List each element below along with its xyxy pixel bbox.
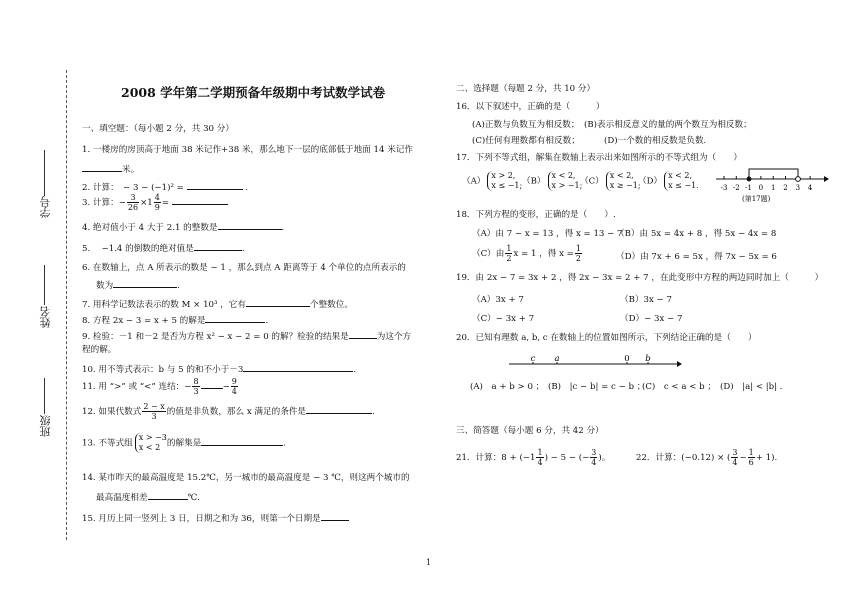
question-6-cont: 数为 . (96, 278, 180, 292)
question-18-option-d: （D）由 7x + 6 = 5x ，得 7x − 5x = 6 (616, 252, 777, 262)
binding-dashed-line (66, 70, 67, 540)
q17-tick-label: 0 (758, 184, 764, 192)
student-id-line (44, 150, 45, 196)
section3-heading: 三、简答题（每小题 6 分，共 42 分） (456, 426, 604, 436)
question-17-option-d: （D） x < 2, x ≤ −1. (638, 171, 699, 190)
question-17-option-c: （C） x < 2, x ≥ −1; (580, 171, 641, 190)
name-line (44, 265, 45, 305)
question-6: 6. 在数轴上，点 A 所表示的数是 − 1 ，那么到点 A 距离等于 4 个单位的点所表示的 (82, 263, 406, 273)
q20-point-label: a (554, 354, 560, 364)
q17-tick-label: -3 (720, 184, 728, 192)
question-16-option-b: (B)表示相反意义的量的两个数互为相反数； (584, 120, 752, 130)
q17-tick-label: 1 (770, 184, 776, 192)
question-12: 12. 如果代数式 $\frac{2 - x}{3}$ 的值是非负数，那么 x 满足的条件是 . (82, 402, 375, 421)
question-18: 18．下列方程的变形，正确的是（ ）. (456, 210, 616, 220)
question-19: 19．由 2x − 7 = 3x + 2 ，得 2x − 3x = 2 + 7 ，在此变形中方程的两边同时加上（ ） (456, 273, 824, 283)
question-17-option-b: （B） x < 2, x > −1; (522, 171, 583, 190)
question-8: 8. 方程 2x − 3 = x + 5 的解是 . (82, 313, 268, 327)
number-line-q17 (712, 163, 830, 205)
question-11: 11. 用 “>” 或 “<” 连结：− $\frac{8}{3}$ − $\frac{9}{4}$ (82, 377, 237, 396)
question-9-cont: 程的解。 (82, 345, 117, 355)
question-17-option-a: （A） x > 2, x ≤ −1; (462, 171, 523, 190)
question-2: 2. 计算： − 3 − (−1)² = . (82, 180, 248, 194)
question-9: 9. 检验：－1 和－2 是否为方程 x² − x − 2 = 0 的解？检验的结果是 为这个方 (82, 329, 411, 343)
q17-tick-label: -1 (745, 184, 753, 192)
question-21: 21．计算：8 + (−1 $\frac{1}{4}$ ) − 5 − (− $\frac{3}{4}$ )。 (456, 448, 611, 467)
question-14: 14. 某市昨天的最高温度是 15.2℃，另一城市的最高温度是 − 3 ℃，则这两个城市的 (82, 473, 410, 483)
question-20-option-d: (D) |a| < |b| . (720, 382, 783, 392)
question-22: 22．计算：(−0.12) × ( $\frac{3}{4}$ − $\frac{1}{6}$ + 1). (636, 448, 778, 467)
q20-point-label: c (530, 354, 536, 364)
question-14-cont: 最高温度相差 ℃. (96, 490, 200, 504)
section2-heading: 二、选择题（每题 2 分，共 10 分） (456, 84, 596, 94)
question-20-option-a: (A) a + b > 0 ； (470, 382, 545, 392)
page-number: 1 (426, 558, 432, 567)
q17-tick-label: 3 (795, 184, 801, 192)
question-13: 13. 不等式组 x > −3 x < 2 的解集是 . (82, 433, 286, 452)
q17-tick-label: -2 (732, 184, 740, 192)
question-18-option-a: （A）由 7 − x = 13 ，得 x = 13 − 7 (472, 229, 623, 239)
question-19-option-c: （C）− 3x + 7 (472, 314, 535, 324)
question-17: 17．下列不等式组，解集在数轴上表示出来如图所示的不等式组为（ ） (456, 153, 742, 163)
open-dot (796, 177, 801, 182)
question-1-cont: 米。 (82, 162, 139, 176)
q20-point-label: b (645, 354, 651, 364)
question-16-option-c: (C)任何有理数都有相反数； (472, 136, 580, 146)
question-18-option-b: （B）由 5x = 4x + 8 ，得 5x − 4x = 8 (616, 229, 777, 239)
question-3: 3. 计算：− $\frac{3}{26}$ ×1 $\frac{4}{9}$ = (82, 193, 228, 212)
question-16-option-a: (A)正数与负数互为相反数； (472, 120, 580, 130)
question-18-option-c: （C）由 $\frac{1}{2}$ x = 1 ，得 x = $\frac{1}{2}$ (472, 244, 581, 263)
question-10: 10. 用不等式表示：b 与 5 的和不小于－3 . (82, 362, 356, 376)
q17-tick-label: 4 (807, 184, 813, 192)
question-15: 15. 月历上同一竖列上 3 日，日期之和为 36，则第一个日期是 (82, 511, 349, 525)
question-16: 16．以下叙述中，正确的是（ ） (456, 102, 605, 112)
number-line-q20 (505, 352, 685, 372)
student-id-label: 学号 (39, 196, 52, 218)
class-label: 班级 (39, 415, 52, 437)
closed-dot (747, 177, 752, 182)
question-19-option-a: （A）3x + 7 (472, 295, 524, 305)
question-1: 1. 一楼房的房顶高于地面 38 米记作+38 米，那么地下一层的底部低于地面 14 米记作 (82, 145, 414, 155)
question-20-option-c: (C) c < a < b ； (642, 382, 716, 392)
question-16-option-d: (D)一个数的相反数是负数. (604, 136, 707, 146)
question-7: 7. 用科学记数法表示的数 M × 10³ ，它有 个整数位。 (82, 297, 353, 311)
question-5: 5. −1.4 的倒数的绝对值是 . (82, 241, 245, 255)
section1-heading: 一、填空题：（每小题 2 分，共 30 分） (82, 124, 234, 134)
q17-tick-label: 2 (783, 184, 788, 192)
question-20: 20．已知有理数 a, b, c 在数轴上的位置如图所示，下列结论正确的是（ ） (456, 333, 757, 343)
question-19-option-b: （B）3x − 7 (620, 295, 672, 305)
question-19-option-d: （D）− 3x − 7 (620, 314, 683, 324)
name-label: 姓名 (39, 306, 52, 328)
q17-caption: (第17题) (742, 195, 771, 203)
class-line (44, 378, 45, 414)
page-title: 2008 学年第二学期预备年级期中考试数学试卷 (121, 85, 386, 100)
q20-point-label: 0 (624, 354, 630, 364)
question-4: 4. 绝对值小于 4 大于 2.1 的整数是 . (82, 220, 284, 234)
question-20-option-b: (B) |c − b| = c − b ； (548, 382, 646, 392)
